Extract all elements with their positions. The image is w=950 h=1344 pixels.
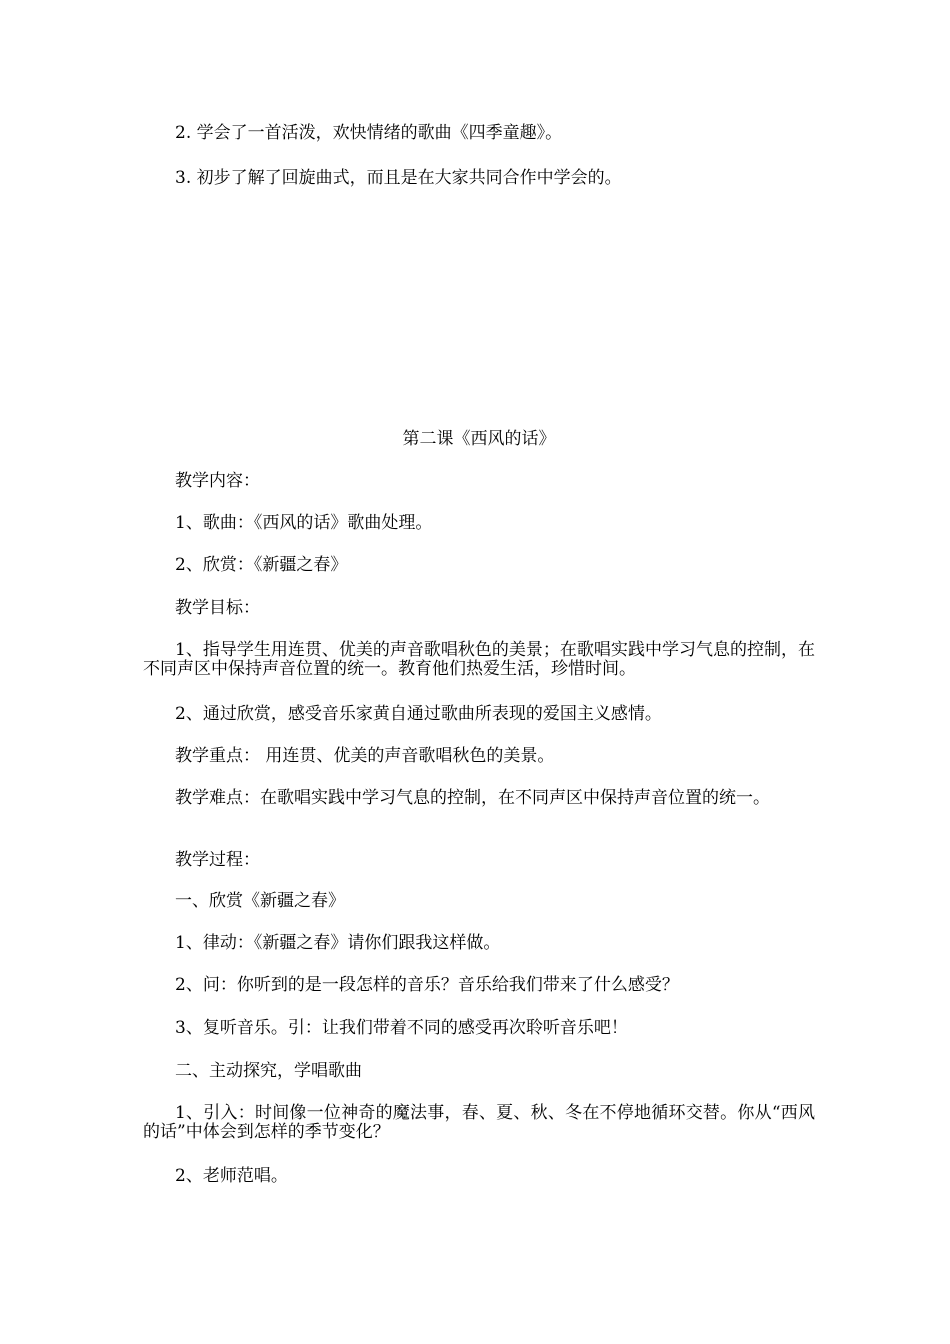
part1-item-3: 3、复听音乐。引：让我们带着不同的感受再次聆听音乐吧！: [175, 1018, 628, 1038]
content-heading: 教学内容：: [175, 471, 260, 491]
key-point: 教学重点： 用连贯、优美的声音歌唱秋色的美景。: [175, 746, 555, 766]
summary-item-2: 2. 学会了一首活泼，欢快情绪的歌曲《四季童趣》。: [175, 123, 563, 143]
part2-heading: 二、主动探究，学唱歌曲: [175, 1061, 362, 1081]
process-heading: 教学过程：: [175, 850, 260, 870]
difficulty: 教学难点：在歌唱实践中学习气息的控制，在不同声区中保持声音位置的统一。: [175, 788, 770, 808]
part2-item-1: 1、引入：时间像一位神奇的魔法事，春、夏、秋、冬在不停地循环交替。你从“西风的话”中体会到怎样的季节变化？: [143, 1103, 815, 1142]
part2-item-2: 2、老师范唱。: [175, 1166, 288, 1186]
summary-item-3: 3. 初步了解了回旋曲式，而且是在大家共同合作中学会的。: [175, 168, 622, 188]
goal-heading: 教学目标：: [175, 598, 260, 618]
goal-item-1: 1、指导学生用连贯、优美的声音歌唱秋色的美景；在歌唱实践中学习气息的控制，在不同声区中保持声音位置的统一。教育他们热爱生活，珍惜时间。: [143, 640, 815, 679]
lesson-title: 第二课《西风的话》: [402, 429, 556, 449]
content-item-2: 2、欣赏：《新疆之春》: [175, 555, 348, 575]
part1-item-1: 1、律动：《新疆之春》请你们跟我这样做。: [175, 933, 501, 953]
part1-heading: 一、欣赏《新疆之春》: [175, 891, 345, 911]
part1-item-2: 2、问：你听到的是一段怎样的音乐？音乐给我们带来了什么感受？: [175, 975, 679, 995]
goal-item-2: 2、通过欣赏，感受音乐家黄自通过歌曲所表现的爱国主义感情。: [175, 704, 662, 724]
content-item-1: 1、歌曲：《西风的话》歌曲处理。: [175, 513, 433, 533]
